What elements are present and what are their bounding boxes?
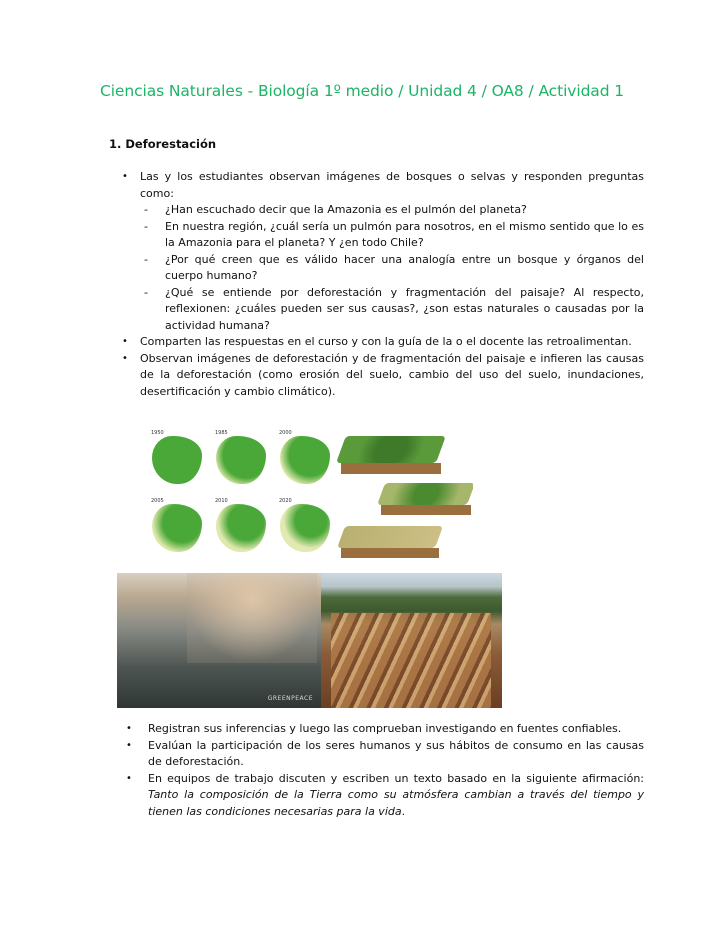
bullet-icon: • (126, 739, 132, 751)
cleared-land-block (341, 526, 439, 558)
watermark: GREENPEACE (267, 695, 313, 702)
bullet-icon: • (126, 723, 132, 734)
bullet-icon: • (122, 336, 128, 347)
quoted-statement: Tanto la composición de la Tierra como su atmósfera cambian a través del tiempo y tienen las condiciones necesarias para la vida (148, 788, 644, 818)
sub-list-item: - ¿Han escuchado decir que la Amazonia es el pulmón del planeta? (122, 202, 644, 219)
list-item: • En equipos de trabajo discuten y escriben un texto basado en la siguiente afirmación: Tanto la composición de la Tierra como su atmósfera cambian a través del tiempo y tienen las condiciones necesarias para la vida. (126, 771, 644, 818)
map-2000: 2000 (276, 430, 332, 488)
list-item: • Las y los estudiantes observan imágenes de bosques o selvas y responden preguntas como: (122, 170, 644, 200)
dense-forest-block (341, 436, 441, 474)
bullet-icon: • (122, 352, 128, 364)
section-heading: 1. Deforestación (109, 137, 217, 151)
fragmentation-landscape-illustration (333, 428, 473, 563)
activity-list-top (122, 169, 644, 400)
bullet-icon: • (126, 772, 132, 784)
sub-list-item: - ¿Qué se entiende por deforestación y fragmentación del paisaje? Al respecto, reflexionen: ¿cuáles pueden ser sus causas?, ¿son estas naturales o causadas por la actividad humana? (144, 285, 644, 332)
dash-icon: - (144, 252, 148, 266)
bullet-icon: • (122, 171, 128, 182)
sub-list-item: - ¿Por qué creen que es válido hacer una analogía entre un bosque y órganos del cuerpo humano? (144, 252, 644, 282)
sub-list-item: - En nuestra región, ¿cuál sería un pulmón para nosotros, en el mismo sentido que lo es la Amazonia para el planeta? Y ¿en todo Chile? (144, 219, 644, 249)
list-item: • Observan imágenes de deforestación y de fragmentación del paisaje e infieren las causas de la deforestación (como erosión del suelo, cambio del uso del suelo, inundaciones, desertificación y cambio climático). (122, 351, 644, 398)
map-2020: 2020 (276, 498, 332, 556)
page-title: Ciencias Naturales - Biología 1º medio / Unidad 4 / OA8 / Actividad 1 (100, 82, 625, 100)
dash-icon: - (144, 285, 148, 299)
dash-icon: - (144, 203, 148, 216)
list-item: • Comparten las respuestas en el curso y con la guía de la o el docente las retroalimentan. (122, 334, 644, 351)
map-2005: 2005 (148, 498, 204, 556)
activity-list-bottom (126, 721, 644, 820)
map-1985: 1985 (212, 430, 268, 488)
list-item: • Registran sus inferencias y luego las comprueban investigando en fuentes confiables. (126, 721, 644, 738)
cut-logs-photo (321, 573, 502, 708)
forest-fire-smoke-photo (117, 573, 321, 708)
list-item: • Evalúan la participación de los seres humanos y sus hábitos de consumo en las causas de deforestación. (126, 738, 644, 768)
map-2010: 2010 (212, 498, 268, 556)
map-1950: 1950 (148, 430, 204, 488)
borneo-deforestation-maps (148, 430, 333, 560)
fragmented-forest-block (381, 483, 471, 515)
dash-icon: - (144, 219, 148, 233)
